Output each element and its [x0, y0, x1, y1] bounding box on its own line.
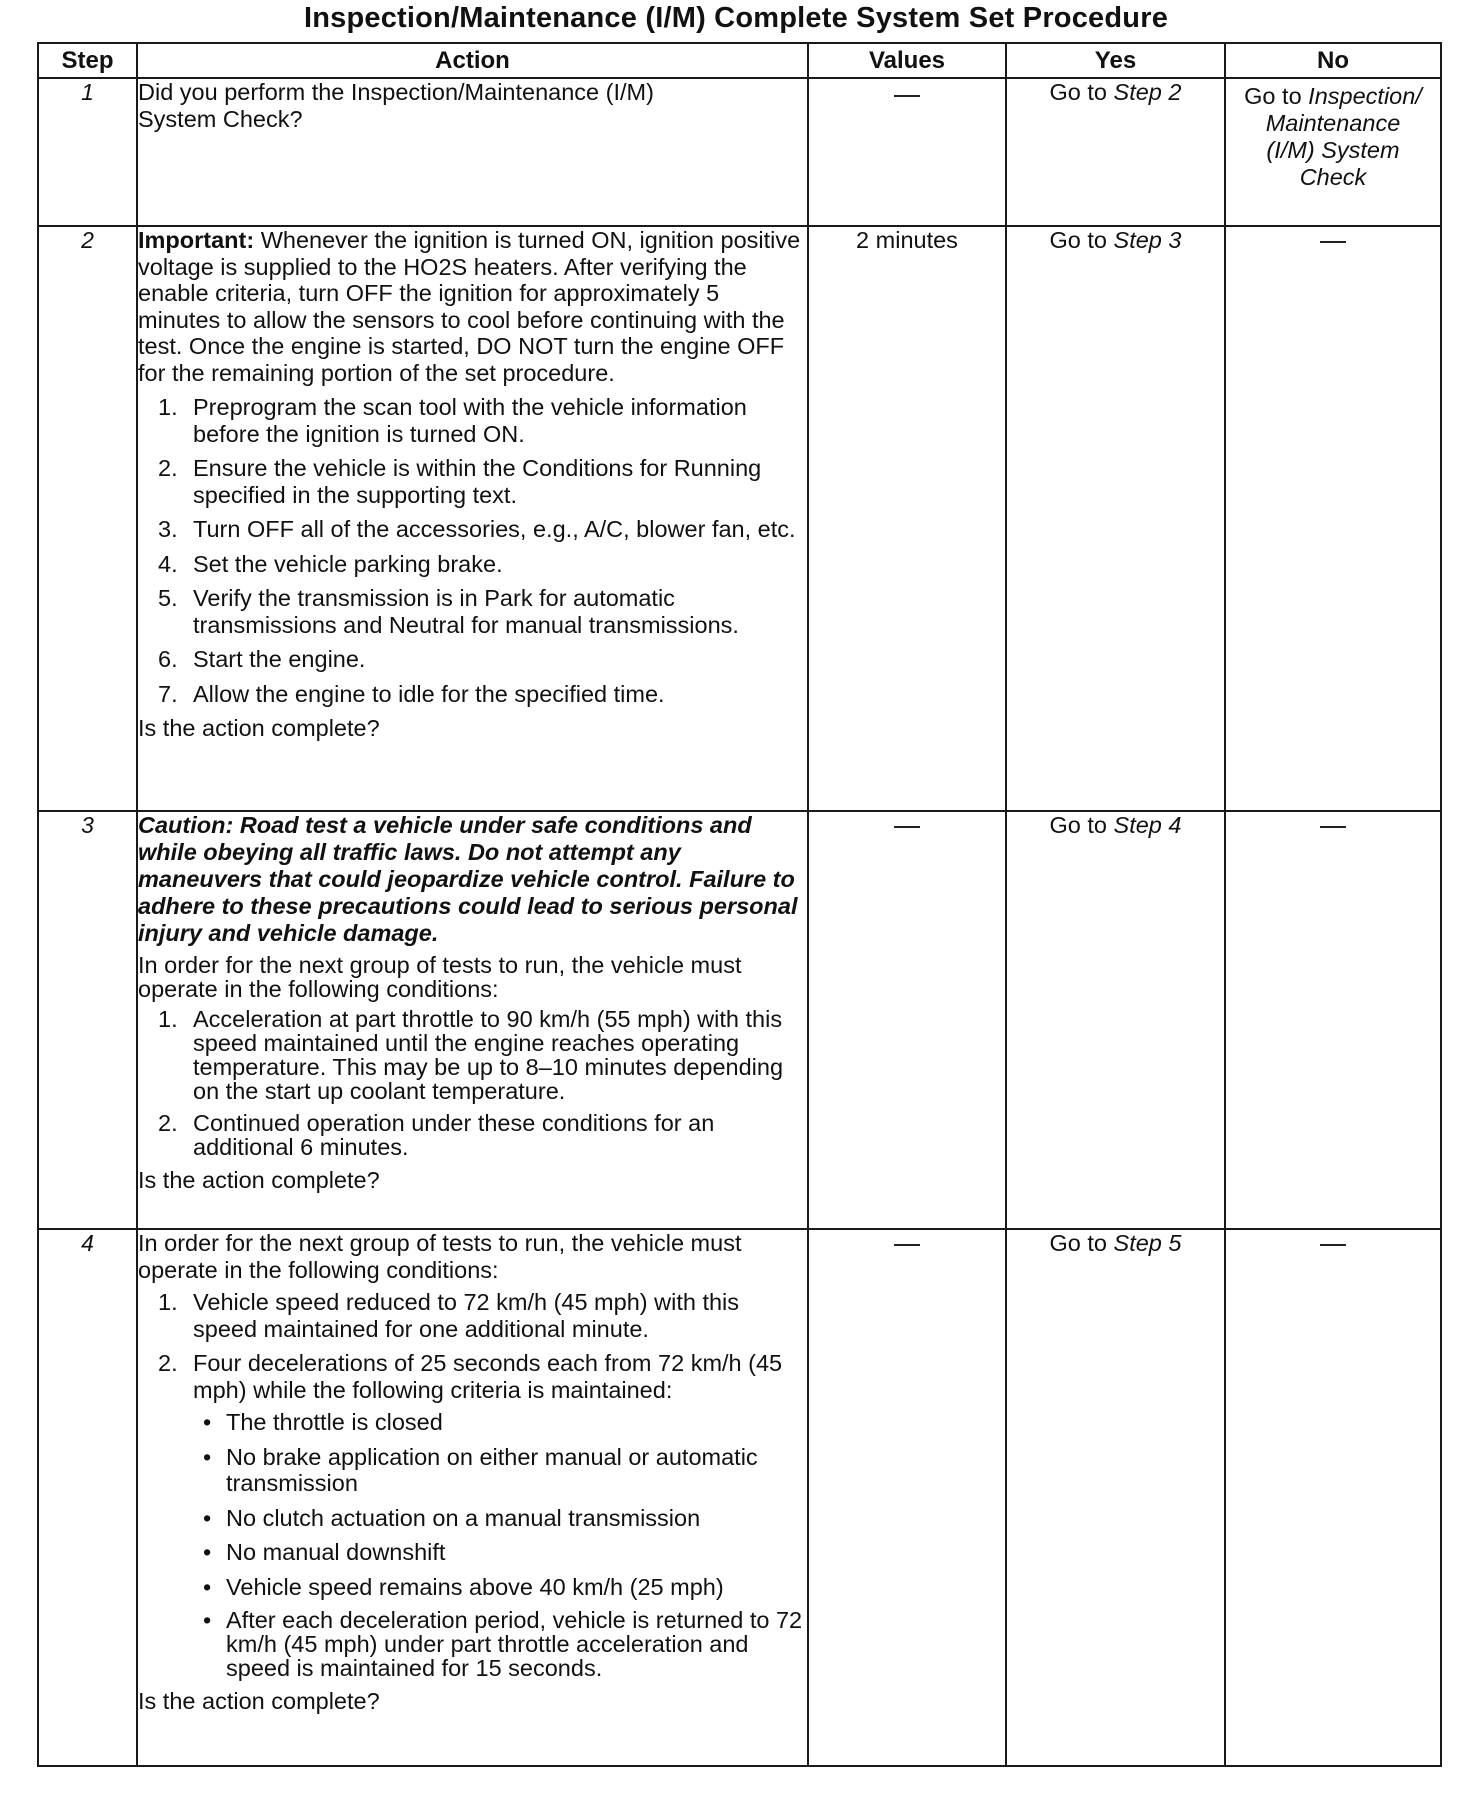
go-to-label: Go to	[1049, 812, 1107, 838]
list-item-text: Turn OFF all of the accessories, e.g., A/C, blower fan, etc.	[193, 516, 796, 542]
list-item: 6. Start the engine.	[158, 646, 366, 672]
table-row-step-4	[38, 1229, 1441, 1766]
header-action: Action	[137, 43, 808, 78]
no-ref-part-3[interactable]: (I/M) System	[1266, 137, 1400, 163]
yes-cell[interactable]	[1006, 1229, 1225, 1766]
table-row-step-3	[38, 811, 1441, 1229]
list-item-text: Ensure the vehicle is within the Conditions for Running specified in the supporting text.	[193, 455, 762, 508]
action-cell	[137, 78, 808, 226]
table-header-row	[38, 43, 1441, 78]
no-ref-part-4[interactable]: Check	[1299, 164, 1367, 190]
bullet-item: • Vehicle speed remains above 40 km/h (25 mph)	[203, 1573, 724, 1600]
list-item: 2. Continued operation under these conditions for an additional 6 minutes.	[158, 1110, 715, 1160]
yes-step-link[interactable]: Step 3	[1113, 227, 1182, 253]
no-line-4	[1226, 164, 1440, 191]
table-row-step-2	[38, 226, 1441, 811]
bullet-text: After each deceleration period, vehicle is returned to 72 km/h (45 mph) under part throttle acceleration and speed is maintained for 15 seconds.	[226, 1607, 803, 1681]
header-no: No	[1225, 43, 1441, 78]
header-step: Step	[38, 43, 137, 78]
go-to-label: Go to	[1049, 1230, 1107, 1256]
list-item-text: Preprogram the scan tool with the vehicle information before the ignition is turned ON.	[193, 394, 747, 447]
no-cell	[1225, 1229, 1441, 1766]
yes-step-link[interactable]: Step 5	[1113, 1230, 1182, 1256]
no-dash	[1320, 241, 1346, 243]
list-item-text: Acceleration at part throttle to 90 km/h (55 mph) with this speed maintained until the engine reaches operating temperature. This may be up to 8–10 minutes depending on the start up coolant temperature.	[193, 1006, 784, 1104]
conditions-intro: In order for the next group of tests to run, the vehicle must operate in the following conditions:	[138, 952, 742, 1002]
go-to-label: Go to	[1049, 227, 1107, 253]
action-question: Is the action complete?	[138, 1688, 380, 1714]
table-row-step-1	[38, 78, 1441, 226]
bullet-item: • The throttle is closed	[203, 1409, 443, 1435]
yes-cell[interactable]	[1006, 78, 1225, 226]
list-item: 1. Acceleration at part throttle to 90 km/h (55 mph) with this speed maintained until the engine reaches operating temperature. This may be up to 8–10 minutes depending on the start up coolant temperature.	[158, 1006, 784, 1104]
values-dash	[894, 826, 920, 828]
go-to-label: Go to	[1244, 83, 1302, 109]
list-item: 1. Vehicle speed reduced to 72 km/h (45 mph) with this speed maintained for one additional minute.	[158, 1289, 740, 1342]
yes-cell[interactable]	[1006, 226, 1225, 811]
bullet-text: No manual downshift	[226, 1539, 446, 1565]
action-cell	[137, 1229, 808, 1766]
action-question: Did you perform the Inspection/Maintenance (I/M) System Check?	[138, 79, 654, 132]
values-cell: 2 minutes	[808, 226, 1006, 811]
action-question: Is the action complete?	[138, 715, 380, 741]
values-cell	[808, 78, 1006, 226]
values-cell	[808, 1229, 1006, 1766]
procedure-table	[37, 42, 1442, 1767]
bullet-text: No brake application on either manual or automatic transmission	[226, 1443, 758, 1496]
action-cell	[137, 226, 808, 811]
yes-step-link[interactable]: Step 4	[1113, 812, 1182, 838]
list-item-text: Verify the transmission is in Park for automatic transmissions and Neutral for manual transmissions.	[193, 585, 739, 638]
list-item: 2. Ensure the vehicle is within the Conditions for Running specified in the supporting text.	[158, 455, 762, 508]
criteria-list	[193, 1409, 807, 1680]
header-yes: Yes	[1006, 43, 1225, 78]
list-item: 3. Turn OFF all of the accessories, e.g., A/C, blower fan, etc.	[158, 516, 796, 542]
step-number: 3	[38, 811, 137, 1229]
bullet-item: • No clutch actuation on a manual transmission	[203, 1504, 701, 1531]
values-dash	[894, 1244, 920, 1246]
values-cell	[808, 811, 1006, 1229]
list-item-text: Vehicle speed reduced to 72 km/h (45 mph) with this speed maintained for one additional minute.	[193, 1289, 740, 1342]
values-dash	[894, 95, 920, 97]
list-item-text: Allow the engine to idle for the specified time.	[193, 680, 665, 707]
list-item: 7. Allow the engine to idle for the specified time.	[158, 680, 665, 707]
important-note	[138, 227, 807, 386]
yes-cell[interactable]	[1006, 811, 1225, 1229]
header-values: Values	[808, 43, 1006, 78]
list-item-text: Start the engine.	[193, 646, 366, 672]
bullet-text: The throttle is closed	[226, 1409, 443, 1435]
yes-step-link[interactable]: Step 2	[1113, 79, 1182, 105]
no-cell	[1225, 811, 1441, 1229]
bullet-text: No clutch actuation on a manual transmission	[226, 1504, 701, 1531]
bullet-text: Vehicle speed remains above 40 km/h (25 mph)	[226, 1573, 724, 1600]
no-cell[interactable]	[1225, 78, 1441, 226]
action-question: Is the action complete?	[138, 1167, 380, 1193]
no-ref-part-2[interactable]: Maintenance	[1265, 110, 1401, 136]
list-item: 5. Verify the transmission is in Park for automatic transmissions and Neutral for manual transmissions.	[158, 585, 739, 638]
caution-note: Caution: Road test a vehicle under safe conditions and while obeying all traffic laws. Do not attempt any maneuvers that could jeopardize vehicle control. Failure to adhere to these precautions could lead to serious personal injury and vehicle damage.	[138, 812, 798, 946]
important-label: Important:	[138, 227, 255, 253]
bullet-item: • No brake application on either manual or automatic transmission	[203, 1443, 758, 1496]
list-item-text: Continued operation under these conditions for an additional 6 minutes.	[193, 1110, 715, 1160]
important-text: Whenever the ignition is turned ON, ignition positive voltage is supplied to the HO2S heaters. After verifying the enable criteria, turn OFF the ignition for approximately 5 minutes to allow the sensors to cool before continuing with the test. Once the engine is started, DO NOT turn the engine OFF for the remaining portion of the set procedure.	[138, 227, 801, 386]
bullet-item: • No manual downshift	[203, 1539, 446, 1565]
list-item: 4. Set the vehicle parking brake.	[158, 550, 503, 577]
no-dash	[1320, 1244, 1346, 1246]
no-ref-part-1[interactable]: Inspection/	[1308, 83, 1422, 109]
action-cell	[137, 811, 808, 1229]
list-item-text: Set the vehicle parking brake.	[193, 550, 503, 577]
action-steps-list	[138, 1007, 807, 1159]
step-number: 4	[38, 1229, 137, 1766]
no-line-3	[1226, 137, 1440, 164]
no-dash	[1320, 826, 1346, 828]
page-title: Inspection/Maintenance (I/M) Complete System Set Procedure	[303, 2, 1169, 34]
list-item: 1. Preprogram the scan tool with the vehicle information before the ignition is turned ON.	[158, 394, 747, 447]
no-line-2	[1226, 110, 1440, 137]
go-to-label: Go to	[1049, 79, 1107, 105]
action-steps-list	[138, 394, 807, 707]
no-line-1	[1226, 83, 1440, 110]
step-number: 2	[38, 226, 137, 811]
list-item-text: Four decelerations of 25 seconds each from 72 km/h (45 mph) while the following criteria is maintained:	[193, 1350, 783, 1403]
no-cell	[1225, 226, 1441, 811]
bullet-item: • After each deceleration period, vehicle is returned to 72 km/h (45 mph) under part throttle acceleration and speed is maintained for 15 seconds.	[203, 1607, 803, 1681]
list-item: 2. Four decelerations of 25 seconds each from 72 km/h (45 mph) while the following criteria is maintained: • The throttle is closed • No brake application on either manual or automatic transmission • No clutch actuation on a manual transmission • No manual downshift • Vehicle speed remains above 40 km/h (25 mph) • After each deceleration period, vehicle is returned to 72 km/h (45 mph) under part throttle acceleration and speed is maintained for 15 seconds.	[138, 1350, 807, 1680]
conditions-intro: In order for the next group of tests to run, the vehicle must operate in the following conditions:	[138, 1230, 742, 1283]
step-number: 1	[38, 78, 137, 226]
action-steps-list	[138, 1289, 807, 1680]
